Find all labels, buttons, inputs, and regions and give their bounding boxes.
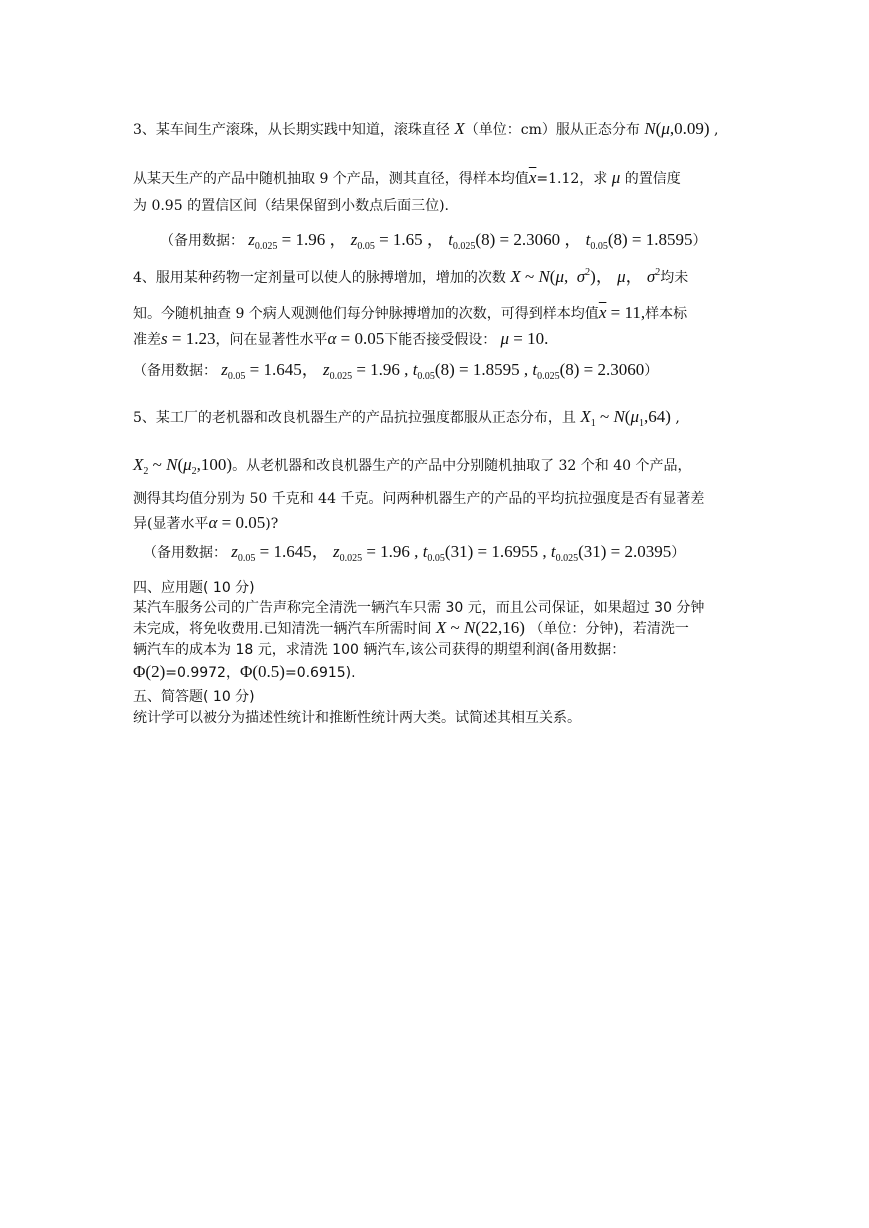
data-close: ） (692, 233, 707, 249)
math-normal-dist: N(μ,0.09) (644, 119, 710, 138)
math-phi2: Φ(2) (133, 662, 166, 681)
math-X: X (454, 119, 465, 138)
math-phi05: Φ(0.5) (239, 662, 285, 681)
math-X1-dist: $X_1$ ~ $N(\mu_1,64)$ (580, 407, 671, 429)
p4-text: ，问在显著性水平 (215, 332, 328, 348)
p4-text: 下能否接受假设： (384, 332, 497, 348)
data-label: （备用数据： (133, 363, 217, 379)
math-s: s = 1.23 (161, 329, 216, 348)
p4-line3 (133, 329, 548, 350)
section4-heading: 四、应用题( 10 分) (133, 580, 255, 596)
p5-line1: 5、某工厂的老机器和改良机器生产的产品抗拉强度都服从正态分布，且 $X_1$ ~ $N(\mu_1,64)$ , (133, 407, 680, 429)
p5-text: 5、某工厂的老机器和改良机器生产的产品抗拉强度都服从正态分布，且 (133, 410, 576, 426)
section5-line1: 统计学可以被分为描述性统计和推断性统计两大类。试简述其相互关系。 (133, 710, 581, 726)
math-hypothesis: μ = 10. (500, 329, 549, 348)
math-X-time-dist: X ~ N(22,16) (435, 618, 525, 637)
p3-text: 从某天生产的产品中随机抽取 9 个产品，测其直径，得样本均值 (133, 171, 529, 187)
s4-text: （单位：分钟)，若清洗一 (529, 621, 689, 637)
math-xbar: $\overline{x}$ (528, 168, 537, 187)
p3-line3 (133, 196, 449, 216)
p4-text: 4、服用某种药物一定剂量可以使人的脉搏增加，增加的次数 (133, 270, 506, 286)
p5-text: )? (265, 516, 279, 532)
p3-text: 的置信度 (624, 171, 681, 187)
p3-text-b: （单位：cm）服从正态分布 (464, 122, 640, 138)
p5-text: 。从老机器和改良机器生产的产品中分别随机抽取了 32 个和 40 个产品， (232, 458, 692, 474)
p4-text: 样本标 (645, 306, 688, 322)
math-X-dist: X ~ N(μ, $\sigma^2$)， μ， $\sigma^2$ (510, 267, 661, 286)
p5-data: （备用数据： $z_{0.05} = 1.645$， $z_{0.025} = 1.96$ , $t_{0.05}(31) = 1.6955$ , $t_{0.025}(31) = 2.0395$） (143, 542, 686, 564)
math-alpha: α = 0.05 (208, 513, 266, 532)
math-X2-dist: $X_2$ ~ $N(\mu_2,100)$ (133, 455, 233, 477)
section4-line2 (133, 618, 689, 639)
p4-text: 准差 (133, 332, 161, 348)
section4-line3: 辆汽车的成本为 18 元，求清洗 100 辆汽车,该公司获得的期望利润(备用数据： (133, 642, 626, 658)
p5-line3 (133, 489, 704, 509)
data-label: （备用数据： (160, 233, 244, 249)
p3-line1: 3、某车间生产滚珠，从长期实践中知道，滚珠直径 X（单位：cm）服从正态分布 N(μ,0.09) , (133, 119, 719, 138)
p4-line1 (133, 267, 688, 288)
section4-line1: 某汽车服务公司的广告声称完全清洗一辆汽车只需 30 元，而且公司保证，如果超过 30 分钟 (133, 600, 705, 616)
section4-line4 (133, 662, 356, 683)
p4-text: 均未 (660, 270, 689, 286)
p3-text: 为 0.95 的置信区间（结果保留到小数点后面三位). (133, 198, 449, 214)
data-label: （备用数据： (143, 545, 227, 561)
p5-line2 (133, 455, 692, 476)
data-close: ） (671, 545, 686, 561)
p3-text: =1.12，求 (536, 171, 608, 187)
math-xbar-11: $\overline{x} = 11$, (598, 303, 646, 322)
p5-text: 测得其均值分别为 50 千克和 44 千克。问两种机器生产的产品的平均抗拉强度是否有显著差 (133, 491, 705, 507)
p4-text: 知。今随机抽查 9 个病人观测他们每分钟脉搏增加的次数，可得到样本均值 (133, 306, 599, 322)
math-mu: μ (611, 168, 621, 187)
p5-line4 (133, 513, 278, 534)
p5-text: 异(显著水平 (133, 516, 209, 532)
s4-text: 未完成，将免收费用.已知清洗一辆汽车所需时间 (133, 621, 432, 637)
p3-data: （备用数据： $z_{0.025} = 1.96$ ， $z_{0.05} = 1.65$ ， $t_{0.025}(8) = 2.3060$ ， $t_{0.05}(8) = 1.8595$） (160, 230, 707, 252)
math-alpha: α = 0.05 (327, 329, 385, 348)
p3-text: 3、某车间生产滚珠，从长期实践中知道，滚珠直径 (133, 122, 450, 138)
p3-line2 (133, 168, 681, 189)
data-close: ） (644, 363, 659, 379)
p4-data: （备用数据： $z_{0.05} = 1.645$， $z_{0.025} = 1.96$ , $t_{0.05}(8) = 1.8595$ , $t_{0.025}(8) = 2.3060$） (133, 360, 659, 382)
section5-heading: 五、简答题( 10 分) (133, 689, 255, 705)
p4-line2 (133, 303, 687, 324)
s4-text: =0.9972， (165, 665, 240, 681)
s4-text: =0.6915). (284, 665, 356, 681)
